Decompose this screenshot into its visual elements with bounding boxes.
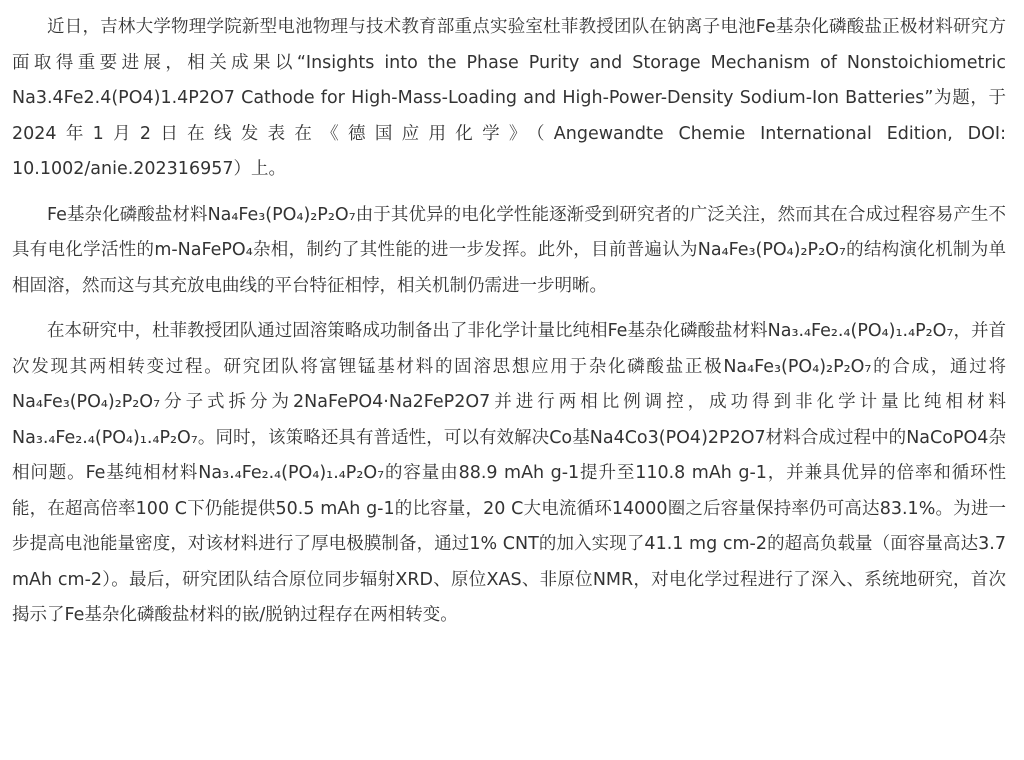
paragraph-1-line-2: 极材料研究方面取得重要进展，相关成果以“Insights into the Phase Purity and Storage Mechanism of <box>12 17 1007 73</box>
paragraph-2-line-2: 程容易产生不具有电化学活性的m-NaFePO₄杂相，制约了其性能的进一步发挥。此外，目前普遍认为 <box>12 204 1007 260</box>
paragraph-1 <box>12 10 1006 188</box>
paragraph-3-line-4: 控，成功得到非化学计量比纯相材料Na₃.₄Fe₂.₄(PO₄)₁.₄P₂O₇。同时，该策略还具有普适性，可以有效解决Co基 <box>12 392 1007 448</box>
paragraph-1-line-4: Sodium-Ion Batteries”为题，于2024年1月2日在线发表在《德国应用化学》（Angewandte Chemie <box>12 88 1006 144</box>
paragraph-2-line-1: Fe基杂化磷酸盐材料Na₄Fe₃(PO₄)₂P₂O₇由于其优异的电化学性能逐渐受到研究者的广泛关注，然而其在合成过 <box>47 204 901 225</box>
paragraph-3-line-7: 比容量，20 C大电流循环14000圈之后容量保持率仍可高达83.1%。为进一步提高电池能量密度，对该材料进行了 <box>12 498 1006 554</box>
paragraph-2-line-3: Na₄Fe₃(PO₄)₂P₂O₇的结构演化机制为单相固溶，然而这与其充放电曲线的平台特征相悖，相关机制仍需进一步明 <box>12 240 1006 296</box>
paragraph-3-line-6: mAh g-1提升至110.8 mAh g-1，并兼具优异的倍率和循环性能，在超高倍率100 C下仍能提供50.5 mAh g-1的 <box>12 463 1006 519</box>
paragraph-3-line-2: Na₃.₄Fe₂.₄(PO₄)₁.₄P₂O₇，并首次发现其两相转变过程。研究团队将富锂锰基材料的固溶思想应用于杂化磷酸盐正 <box>12 321 1007 377</box>
paragraph-1-line-1: 近日，吉林大学物理学院新型电池物理与技术教育部重点实验室杜菲教授团队在钠离子电池Fe基杂化磷酸盐正 <box>47 17 900 37</box>
paragraph-3-line-9: 究团队结合原位同步辐射XRD、原位XAS、非原位NMR，对电化学过程进行了深入、系统地研究，首次揭示了Fe <box>12 569 1006 625</box>
paragraph-1-line-3: Nonstoichiometric Na3.4Fe2.4(PO4)1.4P2O7 Cathode for High-Mass-Loading and High-Power-Density <box>12 52 1006 108</box>
paragraph-2 <box>12 198 1006 305</box>
paragraph-3-line-8: 厚电极膜制备，通过1% CNT的加入实现了41.1 mg cm-2的超高负载量（面容量高达3.7 mAh cm-2）。最后，研 <box>12 534 1006 590</box>
paragraph-3 <box>12 314 1006 634</box>
paragraph-3-line-5: Na4Co3(PO4)2P2O7材料合成过程中的NaCoPO4杂相问题。Fe基纯相材料Na₃.₄Fe₂.₄(PO₄)₁.₄P₂O₇的容量由88.9 <box>12 427 1006 483</box>
paragraph-3-line-10: 基杂化磷酸盐材料的嵌/脱钠过程存在两相转变。 <box>84 605 458 625</box>
article-body <box>12 10 1006 644</box>
paragraph-1-line-5: International Edition, DOI: 10.1002/anie.202316957）上。 <box>12 123 1006 179</box>
paragraph-2-line-4: 晰。 <box>572 275 607 296</box>
paragraph-3-line-1: 在本研究中，杜菲教授团队通过固溶策略成功制备出了非化学计量比纯相Fe基杂化磷酸盐材料 <box>47 321 768 341</box>
paragraph-3-line-3: 极Na₄Fe₃(PO₄)₂P₂O₇的合成，通过将Na₄Fe₃(PO₄)₂P₂O₇分子式拆分为2NaFePO4·Na2FeP2O7并进行两相比例调 <box>12 356 1007 412</box>
